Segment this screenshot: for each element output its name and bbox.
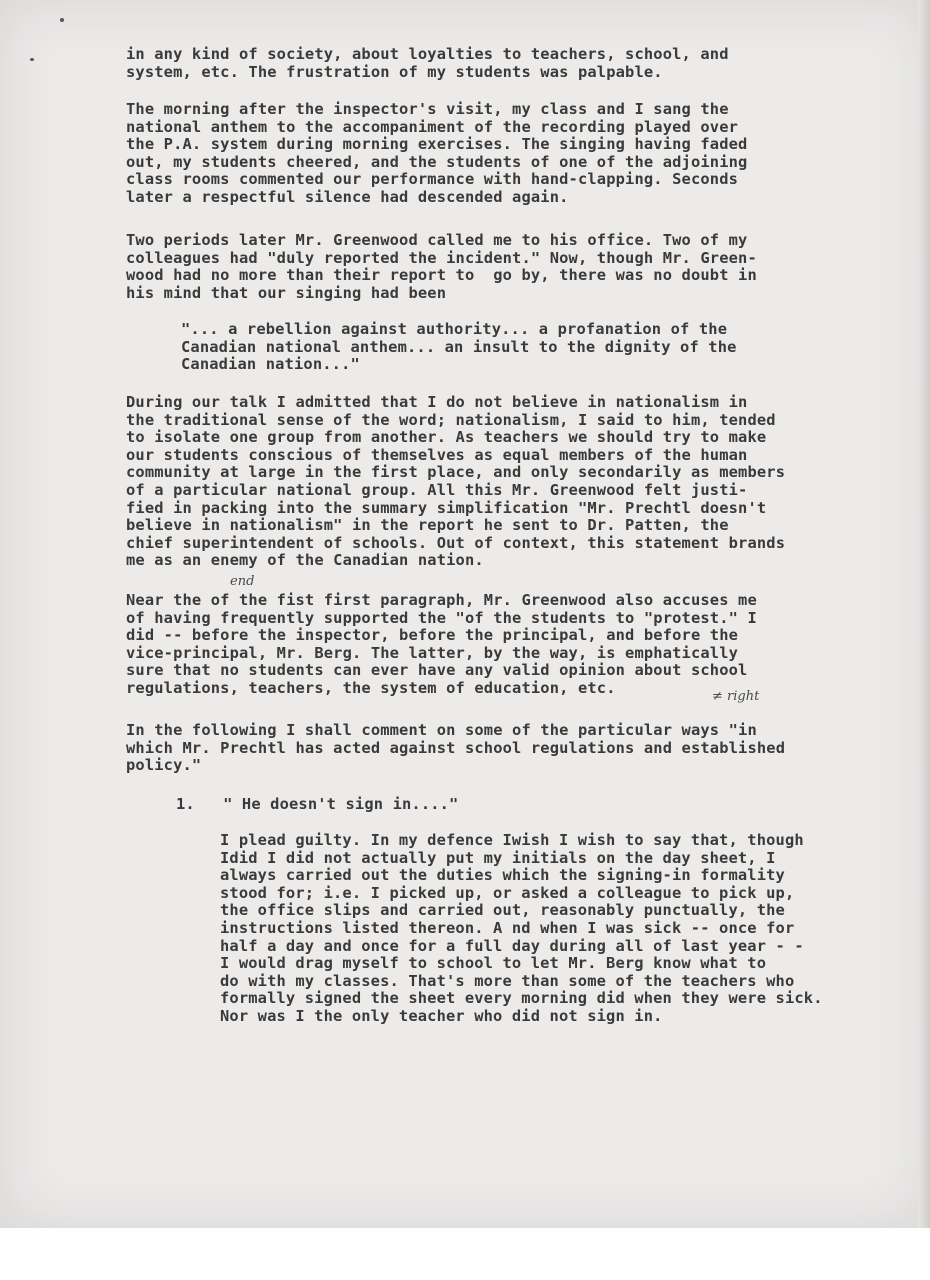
paragraph-national-anthem: The morning after the inspector's visit, my class and I sang the national anthem to the accompaniment of the recording played over the P.A. system during morning exercises. The singing having faded out, my students cheered, and the students of one of the adjoining class rooms commented our performance with hand-clapping. Seconds later a respectful silence had descended again. (126, 100, 748, 206)
paragraph-loyalties: in any kind of society, about loyalties to teachers, school, and system, etc. The frustration of my students was palpable. (126, 45, 729, 81)
paper-speck (30, 58, 34, 61)
paragraph-protest: Near the of the fist first paragraph, Mr. Greenwood also accuses me of having frequently supported the "of the students to "protest." I did -- before the inspector, before the principal, and before the vice-principal, Mr. Berg. The latter, by the way, is emphatically sure that no students can ever have any valid opinion about school regulations, teachers, the system of education, etc. (126, 591, 757, 697)
handwritten-end: end (230, 574, 255, 589)
scan-margin-bottom (0, 1228, 930, 1280)
paragraph-nationalism: During our talk I admitted that I do not believe in nationalism in the traditional sense of the word; nationalism, I said to him, tended to isolate one group from another. As teachers we should try to make our students conscious of themselves as equal members of the human community at large in the first place, and only secondarily as members of a particular national group. All this Mr. Greenwood felt justi- fied in packing into the summary simplification "Mr. Prechtl doesn't believe in nationalism" in the report he sent to Dr. Patten, the chief superintendent of schools. Out of context, this statement brands me as an enemy of the Canadian nation. (126, 393, 786, 570)
paragraph-greenwood-office: Two periods later Mr. Greenwood called me to his office. Two of my colleagues had "duly reported the incident." Now, though Mr. Green- wood had no more than their report to go by, there was no doubt in his mind that our singing had been (126, 231, 757, 302)
scan-edge-shadow (918, 0, 930, 1228)
paragraph-plead-guilty: I plead guilty. In my defence Iwish I wish to say that, though Idid I did not actually put my initials on the day sheet, I always carried out the duties which the signing-in formality stood for; i.e. I picked up, or asked a colleague to pick up, the office slips and carried out, reasonably punctually, the instructions listed thereon. A nd when I was sick -- once for half a day and once for a full day during all of last year - - I would drag myself to school to let Mr. Berg know what to do with my classes. That's more than some of the teachers who formally signed the sheet every morning did when they were sick. Nor was I the only teacher who did not sign in. (220, 831, 823, 1025)
paragraph-following: In the following I shall comment on some of the particular ways "in which Mr. Prechtl has acted against school regulations and established policy." (126, 721, 786, 775)
block-quote: "... a rebellion against authority... a profanation of the Canadian national anthem... an insult to the dignity of the Canadian nation..." (181, 320, 737, 374)
handwritten-right: ≠ right (712, 689, 760, 704)
list-item-1-heading: 1. " He doesn't sign in...." (176, 795, 459, 813)
paper-speck (60, 18, 64, 22)
